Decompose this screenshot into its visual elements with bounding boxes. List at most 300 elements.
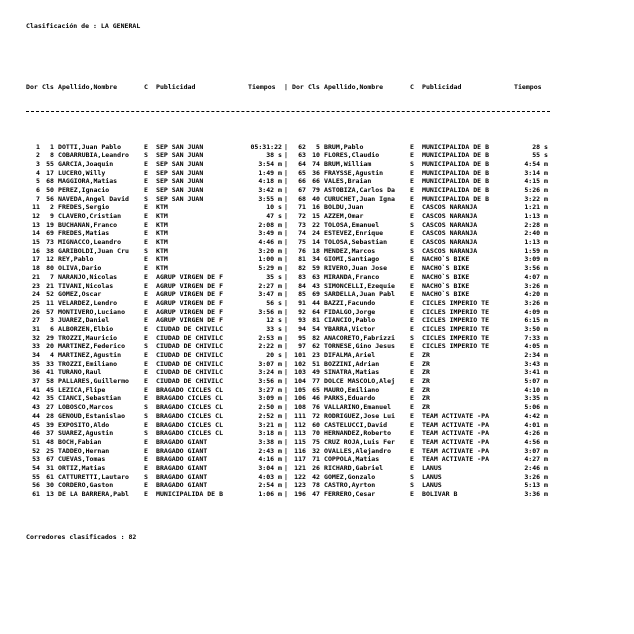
right-time: 4:54 m	[524, 159, 548, 168]
right-time: 2:40 m	[524, 229, 548, 238]
right-cls: 40	[312, 194, 320, 203]
right-time: 4:01 m	[524, 420, 548, 429]
right-time: 4:56 m	[524, 437, 548, 446]
left-runner-name: COBARRUBIA,Leandro	[58, 151, 129, 160]
right-cls: 63	[312, 272, 320, 281]
left-cls: 58	[46, 377, 54, 386]
left-dor: 36	[32, 368, 40, 377]
right-runner-name: YBARRA,Victor	[324, 324, 376, 333]
right-team: CASCOS NARANJA	[422, 203, 478, 212]
right-cls: 18	[312, 246, 320, 255]
left-dor: 53	[32, 455, 40, 464]
right-cls: 71	[312, 455, 320, 464]
results-table	[26, 143, 550, 499]
left-team: SEP SAN JUAN	[156, 151, 204, 160]
column-divider: |	[284, 142, 288, 151]
left-time: 3:55 m	[258, 194, 282, 203]
left-runner-name: ALBORZEN,Elbio	[58, 324, 114, 333]
left-dor: 55	[32, 472, 40, 481]
column-divider: |	[284, 368, 288, 377]
left-cls: 20	[46, 342, 54, 351]
right-runner-name: RODRIGUEZ,Jose Lui	[324, 411, 395, 420]
table-row	[26, 412, 550, 421]
right-dor: 112	[294, 420, 306, 429]
right-team: CICLES IMPERIO TE	[422, 342, 490, 351]
right-time: 5:07 m	[524, 377, 548, 386]
left-category: E	[144, 290, 148, 299]
right-team: ZR	[422, 359, 430, 368]
right-cls: 74	[312, 159, 320, 168]
table-row	[26, 394, 550, 403]
left-cls: 45	[46, 385, 54, 394]
right-team: ZR	[422, 368, 430, 377]
right-cls: 47	[312, 490, 320, 498]
table-header	[26, 83, 550, 92]
right-dor: 64	[298, 159, 306, 168]
left-dor: 13	[32, 220, 40, 229]
left-time: 3:27 m	[258, 385, 282, 394]
right-time: 4:07 m	[524, 272, 548, 281]
right-team: CASCOS NARANJA	[422, 212, 478, 220]
left-dor: 18	[32, 264, 40, 273]
table-row	[26, 481, 550, 490]
right-team: ZR	[422, 377, 430, 386]
left-runner-name: REY,Pablo	[58, 255, 94, 264]
left-dor: 44	[32, 411, 40, 420]
right-cls: 22	[312, 220, 320, 229]
left-cls: 33	[46, 359, 54, 368]
right-team: LANUS	[422, 463, 442, 472]
left-cls: 30	[46, 481, 54, 490]
left-runner-name: MIGNACCO,Leandro	[58, 238, 122, 247]
header-pub-2: Publicidad	[422, 83, 462, 92]
right-team: MUNICIPALIDA DE B	[422, 168, 490, 177]
right-time: 4:27 m	[524, 455, 548, 464]
table-row	[26, 212, 550, 221]
left-category: E	[144, 203, 148, 212]
right-category: E	[410, 151, 414, 160]
left-category: E	[144, 307, 148, 316]
right-dor: 106	[294, 394, 306, 403]
right-team: CICLES IMPERIO TE	[422, 307, 490, 316]
page-title: Clasificación de : LA GENERAL	[26, 22, 141, 31]
left-team: BRAGADO CICLES CL	[156, 403, 224, 412]
left-category: E	[144, 177, 148, 186]
right-dor: 74	[298, 229, 306, 238]
right-dor: 92	[298, 307, 306, 316]
results-document	[26, 5, 550, 551]
left-dor: 7	[36, 194, 40, 203]
right-team: CASCOS NARANJA	[422, 246, 478, 255]
left-category: S	[144, 151, 148, 160]
right-dor: 67	[298, 185, 306, 194]
left-category: E	[144, 333, 148, 342]
left-dor: 16	[32, 246, 40, 255]
left-cls: 68	[46, 177, 54, 186]
left-category: E	[144, 298, 148, 307]
right-dor: 122	[294, 472, 306, 481]
right-time: 3:35 m	[524, 394, 548, 403]
right-category: E	[410, 437, 414, 446]
left-team: AGRUP VIRGEN DE F	[156, 307, 224, 316]
column-divider: |	[284, 342, 288, 351]
left-cls: 3	[50, 316, 54, 325]
right-team: MUNICIPALIDA DE B	[422, 159, 490, 168]
right-category: E	[410, 307, 414, 316]
left-team: BRAGADO GIANT	[156, 481, 208, 490]
left-cls: 48	[46, 437, 54, 446]
column-divider: |	[284, 83, 288, 92]
table-row	[26, 316, 550, 325]
right-category: E	[410, 394, 414, 403]
column-divider: |	[284, 359, 288, 368]
left-dor: 11	[32, 203, 40, 212]
left-category: E	[144, 142, 148, 151]
left-time: 5:29 m	[258, 264, 282, 273]
right-cls: 64	[312, 307, 320, 316]
table-row	[26, 151, 550, 160]
table-row	[26, 308, 550, 317]
right-time: 2:46 m	[524, 463, 548, 472]
header-cls-2: Cls	[308, 83, 320, 92]
right-cls: 72	[312, 411, 320, 420]
left-dor: 1	[36, 142, 40, 151]
left-dor: 35	[32, 359, 40, 368]
left-time: 2:27 m	[258, 281, 282, 290]
left-category: E	[144, 324, 148, 333]
left-category: S	[144, 403, 148, 412]
left-runner-name: MARTINEZ,Agustin	[58, 351, 122, 359]
left-team: KTM	[156, 246, 168, 255]
left-time: 2:53 m	[258, 333, 282, 342]
right-runner-name: ESTEVEZ,Enrique	[324, 229, 384, 238]
right-runner-name: ASTOBIZA,Carlos Da	[324, 185, 395, 194]
left-cls: 19	[46, 220, 54, 229]
left-runner-name: TIVANI,Nicolas	[58, 281, 114, 290]
column-divider: |	[284, 229, 288, 238]
right-cls: 75	[312, 437, 320, 446]
left-team: BRAGADO GIANT	[156, 463, 208, 472]
left-team: CIUDAD DE CHIVILC	[156, 333, 224, 342]
left-category: E	[144, 463, 148, 472]
right-runner-name: CURUCHET,Juan Igna	[324, 194, 395, 203]
left-time: 10 s	[266, 203, 282, 212]
right-runner-name: OVALLES,Alejandro	[324, 446, 392, 455]
left-time: 56 s	[266, 298, 282, 307]
left-time: 33 s	[266, 324, 282, 333]
header-dor-2: Dor	[292, 83, 304, 92]
left-time: 2:43 m	[258, 446, 282, 455]
right-time: 3:41 m	[524, 368, 548, 377]
left-dor: 45	[32, 420, 40, 429]
right-time: 1:13 m	[524, 212, 548, 220]
left-time: 35 s	[266, 272, 282, 281]
left-cls: 39	[46, 420, 54, 429]
right-team: TEAM ACTIVATE -PA	[422, 420, 490, 429]
right-category: E	[410, 429, 414, 438]
header-name-2: Apellido,Nombre	[324, 83, 384, 92]
right-team: CICLES IMPERIO TE	[422, 298, 490, 307]
right-category: E	[410, 359, 414, 368]
column-divider: |	[284, 246, 288, 255]
left-time: 2:54 m	[258, 481, 282, 490]
left-runner-name: JUAREZ,Daniel	[58, 316, 110, 325]
column-divider: |	[284, 446, 288, 455]
right-team: MUNICIPALIDA DE B	[422, 185, 490, 194]
table-row	[26, 186, 550, 195]
left-category: E	[144, 168, 148, 177]
right-category: E	[410, 142, 414, 151]
left-category: S	[144, 342, 148, 351]
right-time: 3:26 m	[524, 281, 548, 290]
left-team: KTM	[156, 264, 168, 273]
left-cls: 57	[46, 307, 54, 316]
right-cls: 16	[312, 203, 320, 212]
left-cls: 1	[50, 142, 54, 151]
right-cls: 70	[312, 429, 320, 438]
right-category: S	[410, 333, 414, 342]
left-cls: 13	[46, 490, 54, 498]
left-team: SEP SAN JUAN	[156, 185, 204, 194]
table-row	[26, 421, 550, 430]
left-category: E	[144, 281, 148, 290]
header-separator	[26, 111, 550, 116]
right-team: CICLES IMPERIO TE	[422, 324, 490, 333]
right-cls: 15	[312, 212, 320, 220]
table-row	[26, 351, 550, 360]
left-team: CIUDAD DE CHIVILC	[156, 368, 224, 377]
right-time: 3:09 m	[524, 255, 548, 264]
left-dor: 2	[36, 151, 40, 160]
table-row	[26, 438, 550, 447]
right-category: E	[410, 194, 414, 203]
left-category: E	[144, 359, 148, 368]
right-cls: 51	[312, 359, 320, 368]
right-category: E	[410, 298, 414, 307]
left-dor: 4	[36, 168, 40, 177]
left-cls: 35	[46, 394, 54, 403]
table-row	[26, 377, 550, 386]
right-category: E	[410, 177, 414, 186]
left-team: SEP SAN JUAN	[156, 194, 204, 203]
right-cls: 42	[312, 472, 320, 481]
right-time: 4:05 m	[524, 342, 548, 351]
right-category: E	[410, 238, 414, 247]
right-category: E	[410, 168, 414, 177]
right-team: CASCOS NARANJA	[422, 229, 478, 238]
right-time: 4:10 m	[524, 385, 548, 394]
left-time: 47 s	[266, 212, 282, 220]
left-dor: 46	[32, 429, 40, 438]
right-time: 3:26 m	[524, 472, 548, 481]
left-time: 3:38 m	[258, 437, 282, 446]
right-time: 55 s	[532, 151, 548, 160]
right-category: E	[410, 403, 414, 412]
right-dor: 82	[298, 264, 306, 273]
left-time: 4:18 m	[258, 177, 282, 186]
right-runner-name: CRUZ ROJA,Luis Fer	[324, 437, 395, 446]
right-cls: 81	[312, 316, 320, 325]
column-divider: |	[284, 490, 288, 498]
right-runner-name: ANACORETO,Fabrizzi	[324, 333, 395, 342]
left-dor: 32	[32, 333, 40, 342]
left-time: 1:49 m	[258, 168, 282, 177]
left-time: 3:07 m	[258, 359, 282, 368]
right-team: CICLES IMPERIO TE	[422, 333, 490, 342]
right-cls: 76	[312, 403, 320, 412]
table-row	[26, 464, 550, 473]
left-dor: 42	[32, 394, 40, 403]
left-dor: 41	[32, 385, 40, 394]
table-row	[26, 455, 550, 464]
left-category: E	[144, 212, 148, 220]
left-dor: 3	[36, 159, 40, 168]
right-time: 3:14 m	[524, 168, 548, 177]
table-row	[26, 221, 550, 230]
right-dor: 117	[294, 455, 306, 464]
table-row	[26, 169, 550, 178]
right-runner-name: DOLCE MASCOLO,Alej	[324, 377, 395, 386]
right-cls: 43	[312, 281, 320, 290]
right-time: 3:36 m	[524, 490, 548, 498]
right-cls: 49	[312, 368, 320, 377]
left-runner-name: OLIVA,Dario	[58, 264, 102, 273]
left-category: E	[144, 385, 148, 394]
header-c: C	[144, 83, 148, 92]
left-runner-name: DOTTI,Juan Pablo	[58, 142, 122, 151]
left-team: BRAGADO CICLES CL	[156, 394, 224, 403]
right-time: 5:06 m	[524, 403, 548, 412]
right-runner-name: MAURO,Emiliano	[324, 385, 380, 394]
left-team: CIUDAD DE CHIVILC	[156, 377, 224, 386]
left-runner-name: TURANO,Raul	[58, 368, 102, 377]
left-team: CIUDAD DE CHIVILC	[156, 351, 224, 359]
column-divider: |	[284, 255, 288, 264]
column-divider: |	[284, 185, 288, 194]
left-dor: 23	[32, 281, 40, 290]
left-category: E	[144, 272, 148, 281]
table-row	[26, 195, 550, 204]
left-cls: 4	[50, 351, 54, 359]
right-category: E	[410, 185, 414, 194]
right-runner-name: BOZZINI,Adrian	[324, 359, 380, 368]
left-runner-name: LUCERO,Willy	[58, 168, 106, 177]
left-runner-name: GARCIA,Joaquin	[58, 159, 114, 168]
left-runner-name: TADDEO,Hernan	[58, 446, 110, 455]
left-dor: 17	[32, 255, 40, 264]
left-dor: 25	[32, 298, 40, 307]
left-team: BRAGADO GIANT	[156, 455, 208, 464]
left-cls: 2	[50, 203, 54, 212]
left-dor: 26	[32, 307, 40, 316]
right-cls: 34	[312, 255, 320, 264]
right-time: 3:26 m	[524, 298, 548, 307]
right-cls: 65	[312, 385, 320, 394]
right-cls: 26	[312, 463, 320, 472]
left-time: 2:52 m	[258, 411, 282, 420]
right-team: NACHO`S BIKE	[422, 255, 470, 264]
left-category: E	[144, 185, 148, 194]
right-category: E	[410, 229, 414, 238]
left-runner-name: PEREZ,Ignacio	[58, 185, 110, 194]
right-cls: 62	[312, 342, 320, 351]
right-time: 2:34 m	[524, 351, 548, 359]
left-team: KTM	[156, 229, 168, 238]
right-runner-name: TOLOSA,Emanuel	[324, 220, 380, 229]
right-cls: 44	[312, 298, 320, 307]
right-dor: 81	[298, 255, 306, 264]
left-cls: 7	[50, 272, 54, 281]
right-category: E	[410, 316, 414, 325]
right-cls: 59	[312, 264, 320, 273]
left-runner-name: MAGGIORA,Matias	[58, 177, 118, 186]
right-dor: 94	[298, 324, 306, 333]
right-time: 3:22 m	[524, 194, 548, 203]
left-runner-name: NAVEDA,Angel David	[58, 194, 129, 203]
left-cls: 11	[46, 298, 54, 307]
table-row	[26, 203, 550, 212]
left-cls: 80	[46, 264, 54, 273]
right-category: E	[410, 264, 414, 273]
left-dor: 12	[32, 212, 40, 220]
column-divider: |	[284, 168, 288, 177]
right-dor: 121	[294, 463, 306, 472]
left-category: S	[144, 411, 148, 420]
right-cls: 10	[312, 151, 320, 160]
right-runner-name: MIRANDA,Franco	[324, 272, 380, 281]
left-dor: 15	[32, 238, 40, 247]
right-time: 4:09 m	[524, 307, 548, 316]
left-time: 3:42 m	[258, 185, 282, 194]
right-team: TEAM ACTIVATE -PA	[422, 437, 490, 446]
left-runner-name: ORTIZ,Matias	[58, 463, 106, 472]
left-team: BRAGADO CICLES CL	[156, 429, 224, 438]
column-divider: |	[284, 411, 288, 420]
left-time: 1:06 m	[258, 490, 282, 498]
right-team: NACHO`S BIKE	[422, 264, 470, 273]
left-team: CIUDAD DE CHIVILC	[156, 324, 224, 333]
left-cls: 27	[46, 403, 54, 412]
right-team: MUNICIPALIDA DE B	[422, 151, 490, 160]
column-divider: |	[284, 212, 288, 220]
right-runner-name: TORNESE,Gino Jesus	[324, 342, 395, 351]
left-category: S	[144, 194, 148, 203]
left-category: E	[144, 316, 148, 325]
right-runner-name: FIDALGO,Jorge	[324, 307, 376, 316]
table-row	[26, 247, 550, 256]
left-cls: 41	[46, 368, 54, 377]
left-dor: 34	[32, 351, 40, 359]
right-runner-name: SIMONCELLI,Ezequie	[324, 281, 395, 290]
left-dor: 6	[36, 185, 40, 194]
left-category: E	[144, 229, 148, 238]
left-category: S	[144, 429, 148, 438]
column-divider: |	[284, 351, 288, 359]
left-time: 4:03 m	[258, 472, 282, 481]
right-dor: 102	[294, 359, 306, 368]
right-category: E	[410, 463, 414, 472]
left-team: KTM	[156, 255, 168, 264]
right-team: NACHO`S BIKE	[422, 281, 470, 290]
left-runner-name: FREDES,Sergio	[58, 203, 110, 212]
column-divider: |	[284, 238, 288, 247]
left-category: E	[144, 394, 148, 403]
right-time: 5:13 m	[524, 481, 548, 490]
left-cls: 38	[46, 246, 54, 255]
right-cls: 36	[312, 168, 320, 177]
column-divider: |	[284, 420, 288, 429]
left-team: AGRUP VIRGEN DE F	[156, 290, 224, 299]
